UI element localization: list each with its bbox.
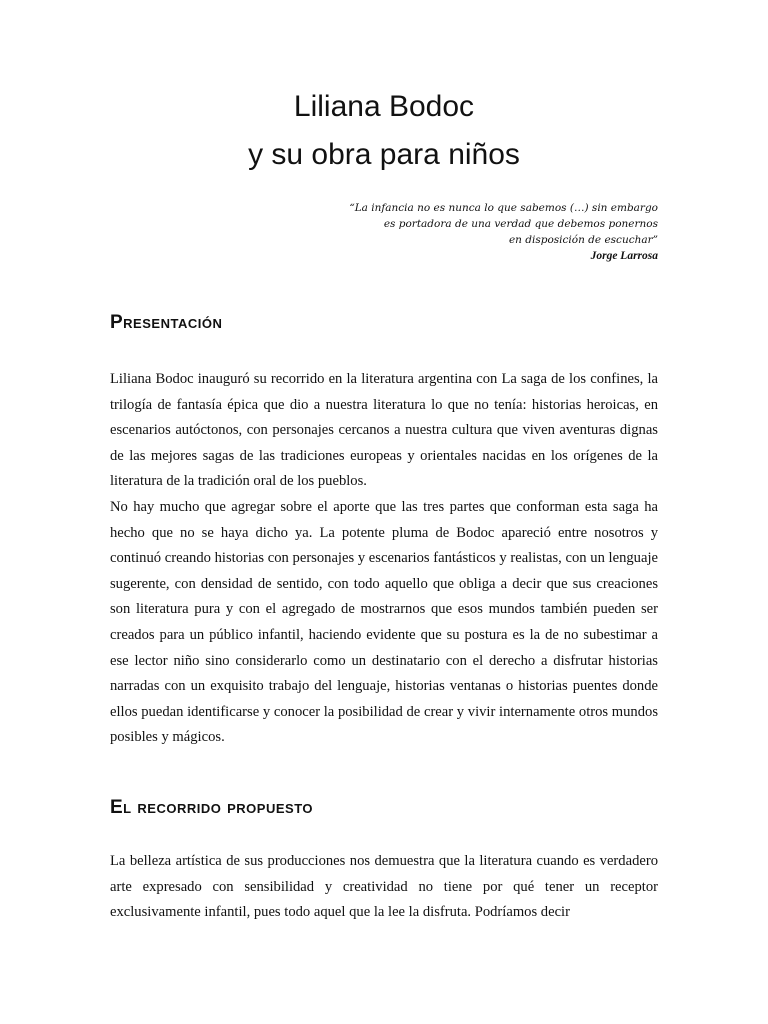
paragraph: No hay mucho que agregar sobre el aporte que las tres partes que conforman esta saga ha hecho que no se haya dicho ya. La potente pluma de Bodoc apareció entre nosotros y continuó creando historias con personajes y escenarios fantásticos y realistas, con un lenguaje sugerente, con densidad de sentido, con todo aquello que obliga a decir que sus creaciones son literatura pura y con el agregado de mostrarnos que esos mundos también pueden ser creados para un público infantil, haciendo evidente que su postura es la de no subestimar a ese lector niño sino considerarlo como un destinatario con el derecho a disfrutar historias narradas con un exquisito trabajo del lenguaje, historias ventanas o historias puentes donde ellos puedan identificarse y conocer la posibilidad de crear y vivir internamente otros mundos posibles y mágicos.: [110, 498, 658, 746]
epigraph-author: Jorge Larrosa: [590, 250, 658, 262]
epigraph-line-1: “La infancia no es nunca lo que sabemos (…) sin embargo: [349, 202, 658, 214]
section-body-presentacion: [110, 367, 658, 751]
epigraph: [238, 200, 658, 264]
title-line-1: Liliana Bodoc: [293, 90, 475, 123]
paragraph: La belleza artística de sus producciones nos demuestra que la literatura cuando es verdadero arte expresado con sensibilidad y creatividad no tiene por qué tener un receptor exclusivamente infantil, pues todo aquel que la lee la disfruta. Podríamos decir: [110, 853, 658, 921]
section-heading-recorrido: El recorrido propuesto: [110, 797, 314, 818]
epigraph-line-3: en disposición de escuchar”: [508, 234, 658, 246]
paragraph: Liliana Bodoc inauguró su recorrido en la literatura argentina con La saga de los confines, la trilogía de fantasía épica que dio a nuestra literatura lo que no tenía: historias heroicas, en escenarios autóctonos, con personajes cercanos a nuestra cultura que viven aventuras dignas de las mejores sagas de las tradiciones europeas y orientales nacidas en los orígenes de la literatura de la tradición oral de los pueblos.: [110, 371, 658, 490]
section-body-recorrido: [110, 849, 658, 926]
section-heading-presentacion: Presentación: [110, 312, 223, 333]
title-line-2: y su obra para niños: [248, 138, 520, 171]
epigraph-line-2: es portadora de una verdad que debemos ponernos: [383, 218, 658, 230]
